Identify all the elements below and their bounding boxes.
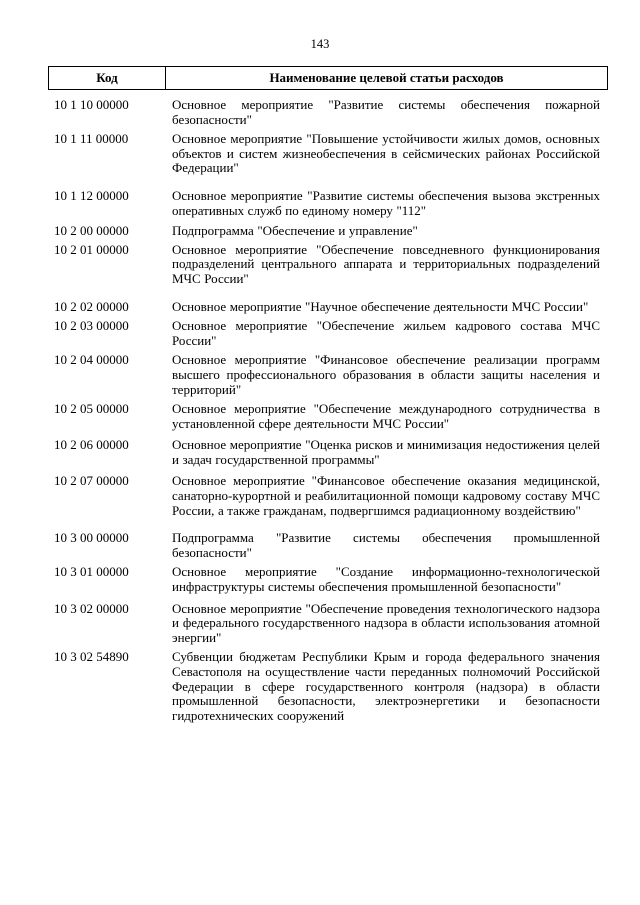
row-name: Основное мероприятие "Финансовое обеспечение реализации программ высшего профессионального образования в области защиты населения и территорий" (172, 352, 600, 397)
row-code: 10 3 00 00000 (54, 530, 129, 546)
header-code: Код (49, 67, 166, 89)
row-name: Основное мероприятие "Обеспечение повседневного функционирования подразделений центрального аппарата и территориальных подразделений МЧС России" (172, 241, 600, 286)
row-code: 10 3 01 00000 (54, 564, 129, 580)
row-code: 10 2 00 00000 (54, 223, 129, 239)
table-row (48, 602, 608, 646)
table-row (48, 650, 608, 723)
row-name: Субвенции бюджетам Республики Крым и города федерального значения Севастополя на осуществление части переданных полномочий Российской Федерации в сфере государственного контроля (надзора) в области промышленной безопасности, электроэнергетики и безопасности гидротехнических сооружений (172, 649, 600, 723)
table-row (48, 531, 608, 560)
row-name: Подпрограмма "Обеспечение и управление" (172, 223, 418, 239)
table-header (48, 66, 608, 90)
row-code: 10 2 07 00000 (54, 473, 129, 489)
row-code: 10 2 01 00000 (54, 241, 129, 257)
table-row (48, 98, 608, 127)
row-code: 10 2 05 00000 (54, 401, 129, 417)
row-code: 10 1 12 00000 (54, 187, 129, 203)
row-name: Основное мероприятие "Оценка рисков и минимизация недостижения целей и задач государственной программы" (172, 437, 600, 467)
row-name: Основное мероприятие "Развитие системы обеспечения вызова экстренных оперативных служб по единому номеру "112" (172, 187, 600, 218)
budget-code-table (48, 66, 608, 723)
row-name: Основное мероприятие "Обеспечение жильем кадрового состава МЧС России" (172, 318, 600, 348)
table-row (48, 353, 608, 397)
row-code: 10 2 06 00000 (54, 437, 129, 453)
row-name: Основное мероприятие "Создание информационно-технологической инфраструктуры системы обеспечения промышленной безопасности" (172, 564, 600, 595)
table-row (48, 132, 608, 176)
row-name: Основное мероприятие "Обеспечение проведения технологического надзора и федерального государственного надзора в области использования атомной энергии" (172, 600, 600, 645)
table-row (48, 474, 608, 518)
row-code: 10 2 03 00000 (54, 318, 129, 334)
table-row (48, 189, 608, 218)
page-number: 143 (310, 37, 330, 51)
header-name: Наименование целевой статьи расходов (269, 70, 504, 85)
row-name: Основное мероприятие "Научное обеспечение деятельности МЧС России" (172, 298, 589, 314)
table-row (48, 224, 608, 239)
row-code: 10 3 02 54890 (54, 649, 129, 665)
row-code: 10 1 10 00000 (54, 97, 129, 112)
table-row (48, 438, 608, 467)
row-name: Основное мероприятие "Обеспечение международного сотрудничества в установленной сфере деятельности МЧС России" (172, 401, 600, 431)
row-code: 10 2 02 00000 (54, 298, 129, 314)
row-code: 10 2 04 00000 (54, 352, 129, 368)
row-name: Основное мероприятие "Финансовое обеспечение оказания медицинской, санаторно-курортной и реабилитационной помощи кадровому составу МЧС России, а также гражданам, подвергшимся радиационному воздействию" (172, 473, 600, 518)
row-name: Подпрограмма "Развитие системы обеспечения промышленной безопасности" (172, 530, 600, 560)
row-name: Основное мероприятие "Повышение устойчивости жилых домов, основных объектов и систем жизнеобеспечения в сейсмических районах Российской Федерации" (172, 131, 600, 176)
table-row (48, 300, 608, 315)
row-code: 10 3 02 00000 (54, 600, 129, 616)
row-code: 10 1 11 00000 (54, 131, 129, 147)
table-row (48, 565, 608, 594)
table-row (48, 319, 608, 348)
table-row (48, 243, 608, 287)
row-name: Основное мероприятие "Развитие системы обеспечения пожарной безопасности" (172, 97, 600, 127)
table-row (48, 402, 608, 431)
